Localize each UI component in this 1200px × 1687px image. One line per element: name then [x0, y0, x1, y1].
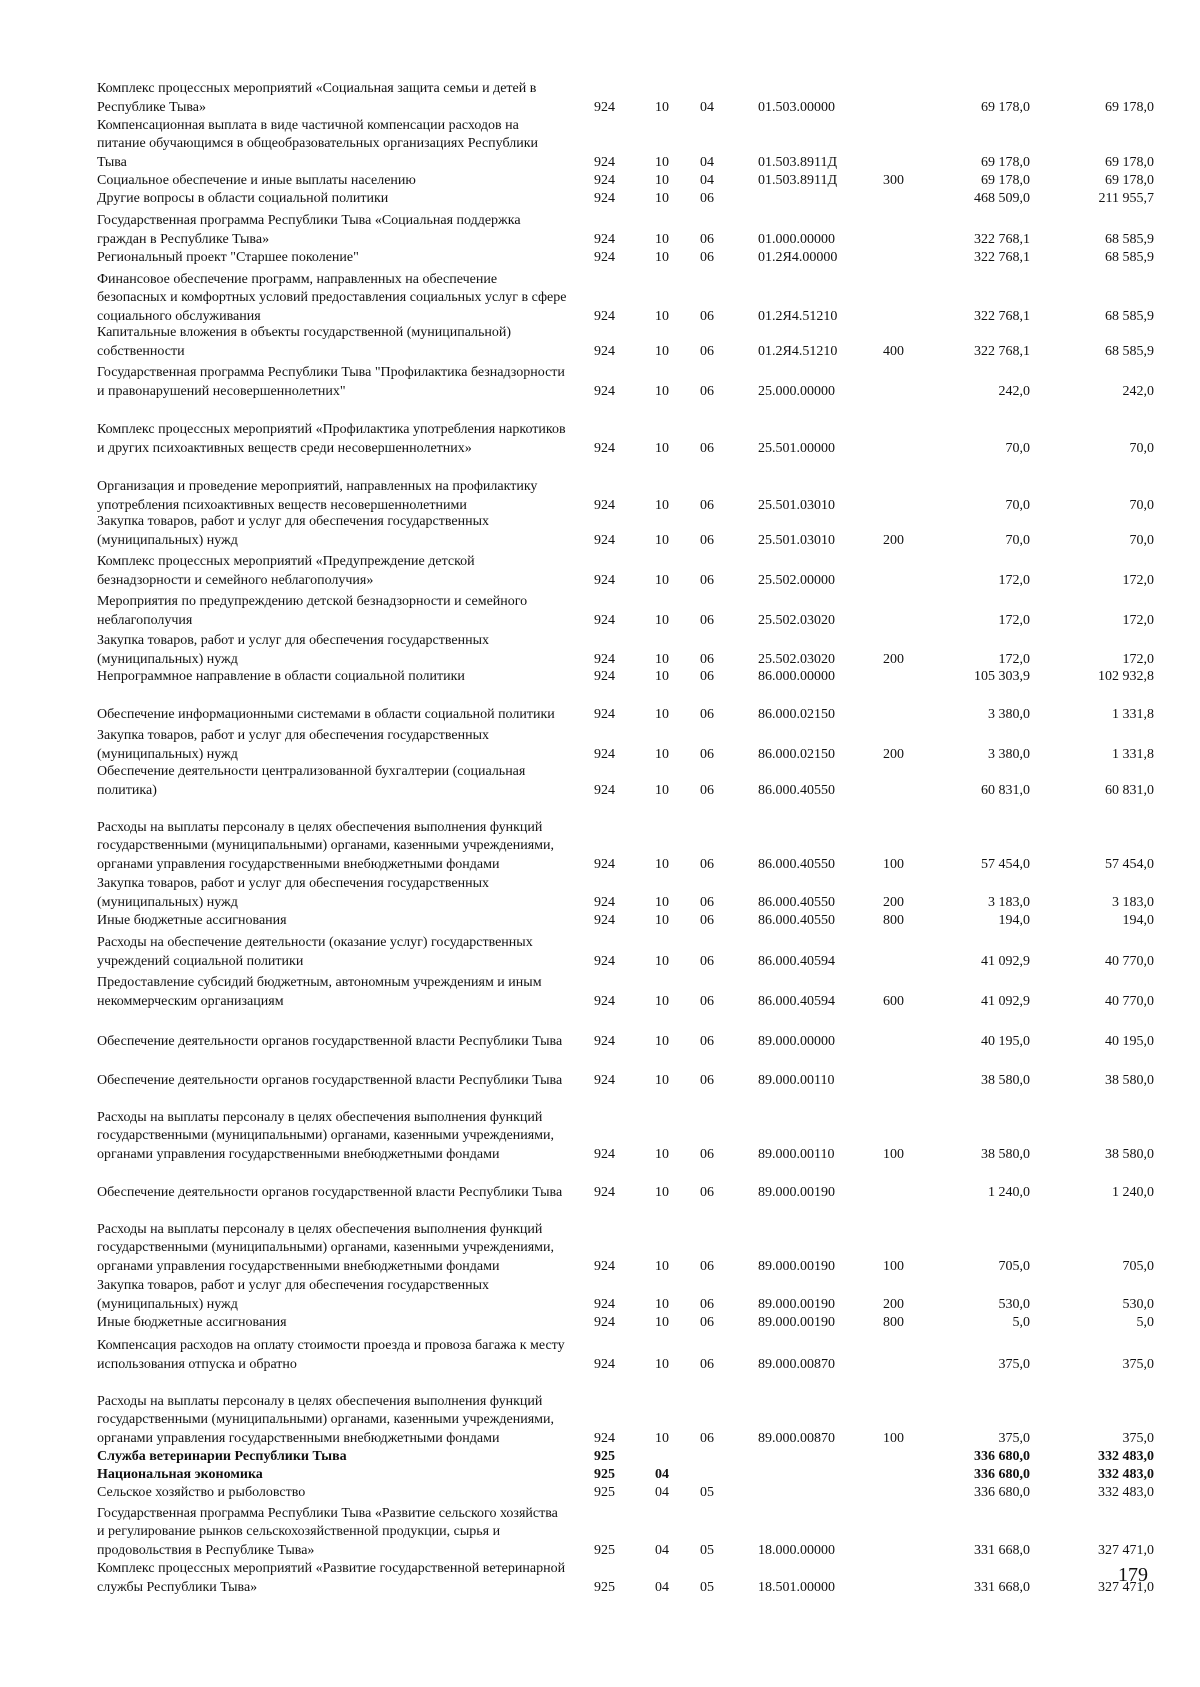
row-subsection-code: 06 — [700, 1296, 714, 1312]
row-grbs-code: 924 — [594, 1258, 615, 1274]
row-name: Обеспечение деятельности централизованной бухгалтерии (социальная политика) — [97, 764, 526, 798]
row-subsection-code: 06 — [700, 532, 714, 548]
row-amount-1: 105 303,9 — [974, 668, 1030, 684]
row-section-code: 10 — [655, 1033, 669, 1049]
row-expense-type: 100 — [883, 1430, 904, 1446]
row-name: Непрограммное направление в области социальной политики — [97, 668, 465, 684]
row-subsection-code: 06 — [700, 1258, 714, 1274]
row-section-code: 04 — [655, 1579, 669, 1595]
row-amount-1: 242,0 — [998, 383, 1030, 399]
row-subsection-code: 06 — [700, 706, 714, 722]
row-expense-type: 400 — [883, 343, 904, 359]
row-name: Мероприятия по предупреждению детской безнадзорности и семейного неблагополучия — [97, 594, 528, 628]
row-amount-1: 40 195,0 — [981, 1033, 1030, 1049]
row-section-code: 10 — [655, 249, 669, 265]
row-name: Комплекс процессных мероприятий «Социальная защита семьи и детей в Республике Тыва» — [97, 81, 537, 115]
row-amount-2: 211 955,7 — [1098, 190, 1154, 206]
row-amount-2: 172,0 — [1122, 651, 1154, 667]
row-subsection-code: 06 — [700, 231, 714, 247]
row-grbs-code: 924 — [594, 154, 615, 170]
row-target-article: 89.000.00110 — [758, 1146, 835, 1162]
row-subsection-code: 05 — [700, 1579, 714, 1595]
row-section-code: 10 — [655, 612, 669, 628]
row-section-code: 04 — [655, 1484, 669, 1500]
row-target-article: 86.000.02150 — [758, 746, 835, 762]
row-subsection-code: 04 — [700, 154, 714, 170]
row-expense-type: 200 — [883, 894, 904, 910]
row-section-code: 10 — [655, 856, 669, 872]
row-subsection-code: 06 — [700, 1356, 714, 1372]
row-target-article: 01.2Я4.51210 — [758, 343, 838, 359]
row-subsection-code: 05 — [700, 1484, 714, 1500]
row-target-article: 89.000.00190 — [758, 1296, 835, 1312]
row-amount-2: 327 471,0 — [1098, 1579, 1154, 1595]
row-amount-2: 70,0 — [1129, 440, 1154, 456]
row-subsection-code: 06 — [700, 746, 714, 762]
row-amount-1: 70,0 — [1005, 440, 1030, 456]
row-expense-type: 800 — [883, 1314, 904, 1330]
row-amount-2: 375,0 — [1122, 1356, 1154, 1372]
page-number: 179 — [1118, 1564, 1148, 1586]
row-amount-2: 332 483,0 — [1098, 1466, 1154, 1482]
row-name: Расходы на выплаты персоналу в целях обеспечения выполнения функций государственными (муниципальными) органами, казенными учреждениями, органами управления государственными внебюджетными фондами — [97, 1109, 554, 1162]
row-grbs-code: 924 — [594, 706, 615, 722]
row-amount-2: 57 454,0 — [1105, 856, 1154, 872]
row-target-article: 01.2Я4.00000 — [758, 249, 838, 265]
row-grbs-code: 924 — [594, 856, 615, 872]
row-amount-1: 41 092,9 — [981, 953, 1030, 969]
row-target-article: 25.501.00000 — [758, 440, 835, 456]
row-subsection-code: 06 — [700, 190, 714, 206]
row-name: Государственная программа Республики Тыва «Социальная поддержка граждан в Республике Тыва» — [97, 213, 521, 247]
row-amount-2: 40 770,0 — [1105, 953, 1154, 969]
row-subsection-code: 06 — [700, 1314, 714, 1330]
row-amount-2: 70,0 — [1129, 532, 1154, 548]
row-target-article: 89.000.00190 — [758, 1258, 835, 1274]
row-subsection-code: 06 — [700, 1146, 714, 1162]
row-amount-1: 375,0 — [998, 1430, 1030, 1446]
row-target-article: 18.501.00000 — [758, 1579, 835, 1595]
row-grbs-code: 924 — [594, 912, 615, 928]
row-grbs-code: 925 — [594, 1448, 615, 1464]
row-amount-1: 705,0 — [998, 1258, 1030, 1274]
row-grbs-code: 924 — [594, 894, 615, 910]
row-amount-1: 530,0 — [998, 1296, 1030, 1312]
row-grbs-code: 924 — [594, 1296, 615, 1312]
row-amount-2: 705,0 — [1122, 1258, 1154, 1274]
row-amount-2: 1 240,0 — [1112, 1184, 1154, 1200]
row-name: Другие вопросы в области социальной политики — [97, 190, 389, 206]
row-amount-1: 1 240,0 — [988, 1184, 1030, 1200]
row-amount-1: 331 668,0 — [974, 1542, 1030, 1558]
row-grbs-code: 924 — [594, 746, 615, 762]
row-grbs-code: 924 — [594, 953, 615, 969]
row-amount-2: 1 331,8 — [1112, 706, 1154, 722]
row-amount-2: 68 585,9 — [1105, 343, 1154, 359]
row-amount-2: 69 178,0 — [1105, 154, 1154, 170]
row-amount-1: 322 768,1 — [974, 249, 1030, 265]
row-amount-1: 57 454,0 — [981, 856, 1030, 872]
row-subsection-code: 06 — [700, 572, 714, 588]
row-amount-2: 3 183,0 — [1112, 894, 1154, 910]
row-amount-2: 332 483,0 — [1098, 1448, 1154, 1464]
row-subsection-code: 06 — [700, 894, 714, 910]
row-name: Закупка товаров, работ и услуг для обеспечения государственных (муниципальных) нужд — [97, 728, 490, 762]
row-grbs-code: 924 — [594, 1072, 615, 1088]
row-name: Расходы на обеспечение деятельности (оказание услуг) государственных учреждений социальной политики — [97, 935, 533, 969]
row-amount-1: 336 680,0 — [974, 1448, 1030, 1464]
row-amount-1: 172,0 — [998, 612, 1030, 628]
row-amount-2: 5,0 — [1136, 1314, 1154, 1330]
row-grbs-code: 924 — [594, 532, 615, 548]
row-amount-1: 172,0 — [998, 572, 1030, 588]
row-section-code: 10 — [655, 172, 669, 188]
row-name: Закупка товаров, работ и услуг для обеспечения государственных (муниципальных) нужд — [97, 514, 490, 548]
row-amount-1: 172,0 — [998, 651, 1030, 667]
row-target-article: 86.000.40550 — [758, 912, 835, 928]
row-section-code: 10 — [655, 993, 669, 1009]
row-subsection-code: 06 — [700, 308, 714, 324]
row-subsection-code: 06 — [700, 953, 714, 969]
row-subsection-code: 05 — [700, 1542, 714, 1558]
row-target-article: 01.000.00000 — [758, 231, 835, 247]
row-name: Национальная экономика — [97, 1466, 263, 1482]
row-subsection-code: 06 — [700, 651, 714, 667]
row-target-article: 18.000.00000 — [758, 1542, 835, 1558]
row-target-article: 01.503.8911Д — [758, 172, 838, 188]
row-section-code: 10 — [655, 99, 669, 115]
row-section-code: 10 — [655, 912, 669, 928]
row-amount-1: 60 831,0 — [981, 782, 1030, 798]
row-grbs-code: 924 — [594, 497, 615, 513]
row-grbs-code: 924 — [594, 99, 615, 115]
row-amount-1: 38 580,0 — [981, 1072, 1030, 1088]
row-name: Финансовое обеспечение программ, направленных на обеспечение безопасных и комфортных условий предоставления социальных услуг в сфере социального обслуживания — [97, 271, 567, 324]
row-amount-2: 38 580,0 — [1105, 1072, 1154, 1088]
row-grbs-code: 925 — [594, 1484, 615, 1500]
row-section-code: 10 — [655, 154, 669, 170]
row-section-code: 10 — [655, 440, 669, 456]
row-section-code: 10 — [655, 668, 669, 684]
row-target-article: 89.000.00870 — [758, 1430, 835, 1446]
row-section-code: 10 — [655, 231, 669, 247]
row-amount-1: 41 092,9 — [981, 993, 1030, 1009]
row-name: Государственная программа Республики Тыва «Развитие сельского хозяйства и регулирование рынков сельскохозяйственной продукции, сырья и продовольствия в Республике Тыва» — [97, 1505, 558, 1558]
row-grbs-code: 924 — [594, 172, 615, 188]
row-target-article: 01.503.00000 — [758, 99, 835, 115]
row-target-article: 25.502.00000 — [758, 572, 835, 588]
row-target-article: 25.501.03010 — [758, 497, 835, 513]
row-name: Обеспечение деятельности органов государственной власти Республики Тыва — [97, 1033, 563, 1049]
row-section-code: 10 — [655, 1184, 669, 1200]
row-target-article: 86.000.40594 — [758, 953, 835, 969]
row-grbs-code: 924 — [594, 651, 615, 667]
row-section-code: 10 — [655, 532, 669, 548]
row-section-code: 10 — [655, 1296, 669, 1312]
row-subsection-code: 06 — [700, 612, 714, 628]
row-target-article: 86.000.40550 — [758, 782, 835, 798]
row-amount-1: 38 580,0 — [981, 1146, 1030, 1162]
row-expense-type: 300 — [883, 172, 904, 188]
row-section-code: 10 — [655, 1146, 669, 1162]
row-section-code: 10 — [655, 782, 669, 798]
row-name: Государственная программа Республики Тыва "Профилактика безнадзорности и правонарушений несовершеннолетних" — [97, 365, 565, 399]
row-subsection-code: 06 — [700, 668, 714, 684]
row-grbs-code: 924 — [594, 190, 615, 206]
row-amount-1: 336 680,0 — [974, 1484, 1030, 1500]
row-section-code: 10 — [655, 746, 669, 762]
row-amount-2: 68 585,9 — [1105, 308, 1154, 324]
row-amount-2: 68 585,9 — [1105, 231, 1154, 247]
row-target-article: 89.000.00190 — [758, 1314, 835, 1330]
row-amount-2: 194,0 — [1122, 912, 1154, 928]
row-subsection-code: 04 — [700, 172, 714, 188]
row-amount-2: 1 331,8 — [1112, 746, 1154, 762]
row-subsection-code: 06 — [700, 497, 714, 513]
row-amount-2: 40 195,0 — [1105, 1033, 1154, 1049]
row-name: Расходы на выплаты персоналу в целях обеспечения выполнения функций государственными (муниципальными) органами, казенными учреждениями, органами управления государственными внебюджетными фондами — [97, 819, 554, 872]
row-expense-type: 200 — [883, 746, 904, 762]
row-subsection-code: 06 — [700, 993, 714, 1009]
row-expense-type: 100 — [883, 1258, 904, 1274]
row-amount-1: 3 380,0 — [988, 746, 1030, 762]
row-amount-2: 530,0 — [1122, 1296, 1154, 1312]
row-target-article: 25.000.00000 — [758, 383, 835, 399]
row-subsection-code: 04 — [700, 99, 714, 115]
row-section-code: 10 — [655, 706, 669, 722]
row-grbs-code: 925 — [594, 1466, 615, 1482]
row-grbs-code: 924 — [594, 383, 615, 399]
row-section-code: 10 — [655, 497, 669, 513]
row-target-article: 86.000.00000 — [758, 668, 835, 684]
row-name: Социальное обеспечение и иные выплаты населению — [97, 172, 416, 188]
row-amount-2: 102 932,8 — [1098, 668, 1154, 684]
row-expense-type: 100 — [883, 856, 904, 872]
row-name: Иные бюджетные ассигнования — [97, 912, 287, 928]
row-amount-2: 68 585,9 — [1105, 249, 1154, 265]
row-target-article: 86.000.40550 — [758, 894, 835, 910]
row-target-article: 86.000.40594 — [758, 993, 835, 1009]
row-target-article: 01.503.8911Д — [758, 154, 838, 170]
row-expense-type: 200 — [883, 1296, 904, 1312]
row-name: Комплекс процессных мероприятий «Предупреждение детской безнадзорности и семейного неблагополучия» — [97, 554, 475, 588]
row-section-code: 10 — [655, 1314, 669, 1330]
row-grbs-code: 924 — [594, 782, 615, 798]
row-section-code: 10 — [655, 651, 669, 667]
row-grbs-code: 924 — [594, 1430, 615, 1446]
row-section-code: 04 — [655, 1542, 669, 1558]
row-expense-type: 600 — [883, 993, 904, 1009]
row-name: Региональный проект "Старшее поколение" — [97, 249, 359, 265]
row-amount-1: 375,0 — [998, 1356, 1030, 1372]
row-section-code: 04 — [655, 1466, 669, 1482]
row-amount-2: 375,0 — [1122, 1430, 1154, 1446]
row-amount-1: 3 183,0 — [988, 894, 1030, 910]
row-section-code: 10 — [655, 308, 669, 324]
row-subsection-code: 06 — [700, 440, 714, 456]
row-grbs-code: 925 — [594, 1542, 615, 1558]
row-subsection-code: 06 — [700, 383, 714, 399]
row-section-code: 10 — [655, 1258, 669, 1274]
row-subsection-code: 06 — [700, 1072, 714, 1088]
row-name: Комплекс процессных мероприятий «Профилактика употребления наркотиков и других психоактивных веществ среди несовершеннолетних» — [97, 422, 566, 456]
row-grbs-code: 924 — [594, 1184, 615, 1200]
row-name: Обеспечение информационными системами в области социальной политики — [97, 706, 555, 722]
row-section-code: 10 — [655, 1356, 669, 1372]
row-amount-1: 194,0 — [998, 912, 1030, 928]
row-subsection-code: 06 — [700, 782, 714, 798]
row-name: Закупка товаров, работ и услуг для обеспечения государственных (муниципальных) нужд — [97, 1278, 490, 1312]
row-name: Комплекс процессных мероприятий «Развитие государственной ветеринарной службы Республики Тыва» — [97, 1561, 566, 1595]
row-amount-2: 40 770,0 — [1105, 993, 1154, 1009]
row-amount-1: 3 380,0 — [988, 706, 1030, 722]
row-amount-2: 242,0 — [1122, 383, 1154, 399]
row-name: Организация и проведение мероприятий, направленных на профилактику употребления психоактивных веществ несовершеннолетними — [97, 479, 538, 513]
row-grbs-code: 924 — [594, 668, 615, 684]
row-grbs-code: 924 — [594, 308, 615, 324]
row-amount-2: 70,0 — [1129, 497, 1154, 513]
row-subsection-code: 06 — [700, 856, 714, 872]
row-amount-1: 70,0 — [1005, 532, 1030, 548]
row-amount-1: 468 509,0 — [974, 190, 1030, 206]
row-amount-1: 331 668,0 — [974, 1579, 1030, 1595]
row-grbs-code: 924 — [594, 343, 615, 359]
row-subsection-code: 06 — [700, 249, 714, 265]
row-amount-2: 69 178,0 — [1105, 99, 1154, 115]
row-subsection-code: 06 — [700, 1033, 714, 1049]
row-grbs-code: 924 — [594, 440, 615, 456]
row-target-article: 89.000.00870 — [758, 1356, 835, 1372]
row-amount-2: 38 580,0 — [1105, 1146, 1154, 1162]
row-amount-1: 70,0 — [1005, 497, 1030, 513]
row-expense-type: 800 — [883, 912, 904, 928]
row-amount-2: 172,0 — [1122, 612, 1154, 628]
row-section-code: 10 — [655, 894, 669, 910]
row-amount-1: 69 178,0 — [981, 154, 1030, 170]
row-section-code: 10 — [655, 190, 669, 206]
row-name: Предоставление субсидий бюджетным, автономным учреждениям и иным некоммерческим организациям — [97, 975, 542, 1009]
row-grbs-code: 924 — [594, 249, 615, 265]
row-name: Расходы на выплаты персоналу в целях обеспечения выполнения функций государственными (муниципальными) органами, казенными учреждениями, органами управления государственными внебюджетными фондами — [97, 1393, 554, 1446]
row-expense-type: 100 — [883, 1146, 904, 1162]
row-expense-type: 200 — [883, 651, 904, 667]
row-grbs-code: 924 — [594, 612, 615, 628]
row-grbs-code: 924 — [594, 572, 615, 588]
row-target-article: 25.502.03020 — [758, 612, 835, 628]
row-expense-type: 200 — [883, 532, 904, 548]
row-amount-1: 336 680,0 — [974, 1466, 1030, 1482]
row-section-code: 10 — [655, 1072, 669, 1088]
row-amount-2: 69 178,0 — [1105, 172, 1154, 188]
row-amount-2: 60 831,0 — [1105, 782, 1154, 798]
row-grbs-code: 925 — [594, 1579, 615, 1595]
row-name: Сельское хозяйство и рыболовство — [97, 1484, 306, 1500]
row-name: Компенсация расходов на оплату стоимости проезда и провоза багажа к месту использования отпуска и обратно — [97, 1338, 565, 1372]
row-section-code: 10 — [655, 343, 669, 359]
row-amount-1: 322 768,1 — [974, 308, 1030, 324]
row-section-code: 10 — [655, 953, 669, 969]
row-grbs-code: 924 — [594, 1314, 615, 1330]
row-name: Обеспечение деятельности органов государственной власти Республики Тыва — [97, 1072, 563, 1088]
row-section-code: 10 — [655, 1430, 669, 1446]
row-amount-2: 172,0 — [1122, 572, 1154, 588]
row-target-article: 89.000.00000 — [758, 1033, 835, 1049]
row-subsection-code: 06 — [700, 343, 714, 359]
row-name: Служба ветеринарии Республики Тыва — [97, 1448, 347, 1464]
row-amount-1: 69 178,0 — [981, 172, 1030, 188]
row-name: Компенсационная выплата в виде частичной компенсации расходов на питание обучающимся в общеобразовательных организациях Республики Тыва — [97, 117, 539, 170]
row-amount-2: 327 471,0 — [1098, 1542, 1154, 1558]
row-grbs-code: 924 — [594, 1356, 615, 1372]
row-grbs-code: 924 — [594, 993, 615, 1009]
row-section-code: 10 — [655, 383, 669, 399]
row-grbs-code: 924 — [594, 1146, 615, 1162]
row-target-article: 89.000.00190 — [758, 1184, 835, 1200]
row-amount-1: 322 768,1 — [974, 231, 1030, 247]
row-name: Капитальные вложения в объекты государственной (муниципальной) собственности — [97, 325, 512, 359]
row-target-article: 89.000.00110 — [758, 1072, 835, 1088]
row-grbs-code: 924 — [594, 1033, 615, 1049]
row-subsection-code: 06 — [700, 912, 714, 928]
row-name: Закупка товаров, работ и услуг для обеспечения государственных (муниципальных) нужд — [97, 876, 490, 910]
row-name: Расходы на выплаты персоналу в целях обеспечения выполнения функций государственными (муниципальными) органами, казенными учреждениями, органами управления государственными внебюджетными фондами — [97, 1221, 554, 1274]
row-amount-2: 332 483,0 — [1098, 1484, 1154, 1500]
row-subsection-code: 06 — [700, 1430, 714, 1446]
row-name: Обеспечение деятельности органов государственной власти Республики Тыва — [97, 1184, 563, 1200]
row-name: Иные бюджетные ассигнования — [97, 1314, 287, 1330]
row-target-article: 86.000.40550 — [758, 856, 835, 872]
row-section-code: 10 — [655, 572, 669, 588]
row-grbs-code: 924 — [594, 231, 615, 247]
row-target-article: 25.502.03020 — [758, 651, 835, 667]
row-target-article: 25.501.03010 — [758, 532, 835, 548]
row-target-article: 86.000.02150 — [758, 706, 835, 722]
row-subsection-code: 06 — [700, 1184, 714, 1200]
row-name: Закупка товаров, работ и услуг для обеспечения государственных (муниципальных) нужд — [97, 633, 490, 667]
row-target-article: 01.2Я4.51210 — [758, 308, 838, 324]
row-amount-1: 5,0 — [1012, 1314, 1030, 1330]
row-amount-1: 69 178,0 — [981, 99, 1030, 115]
row-amount-1: 322 768,1 — [974, 343, 1030, 359]
